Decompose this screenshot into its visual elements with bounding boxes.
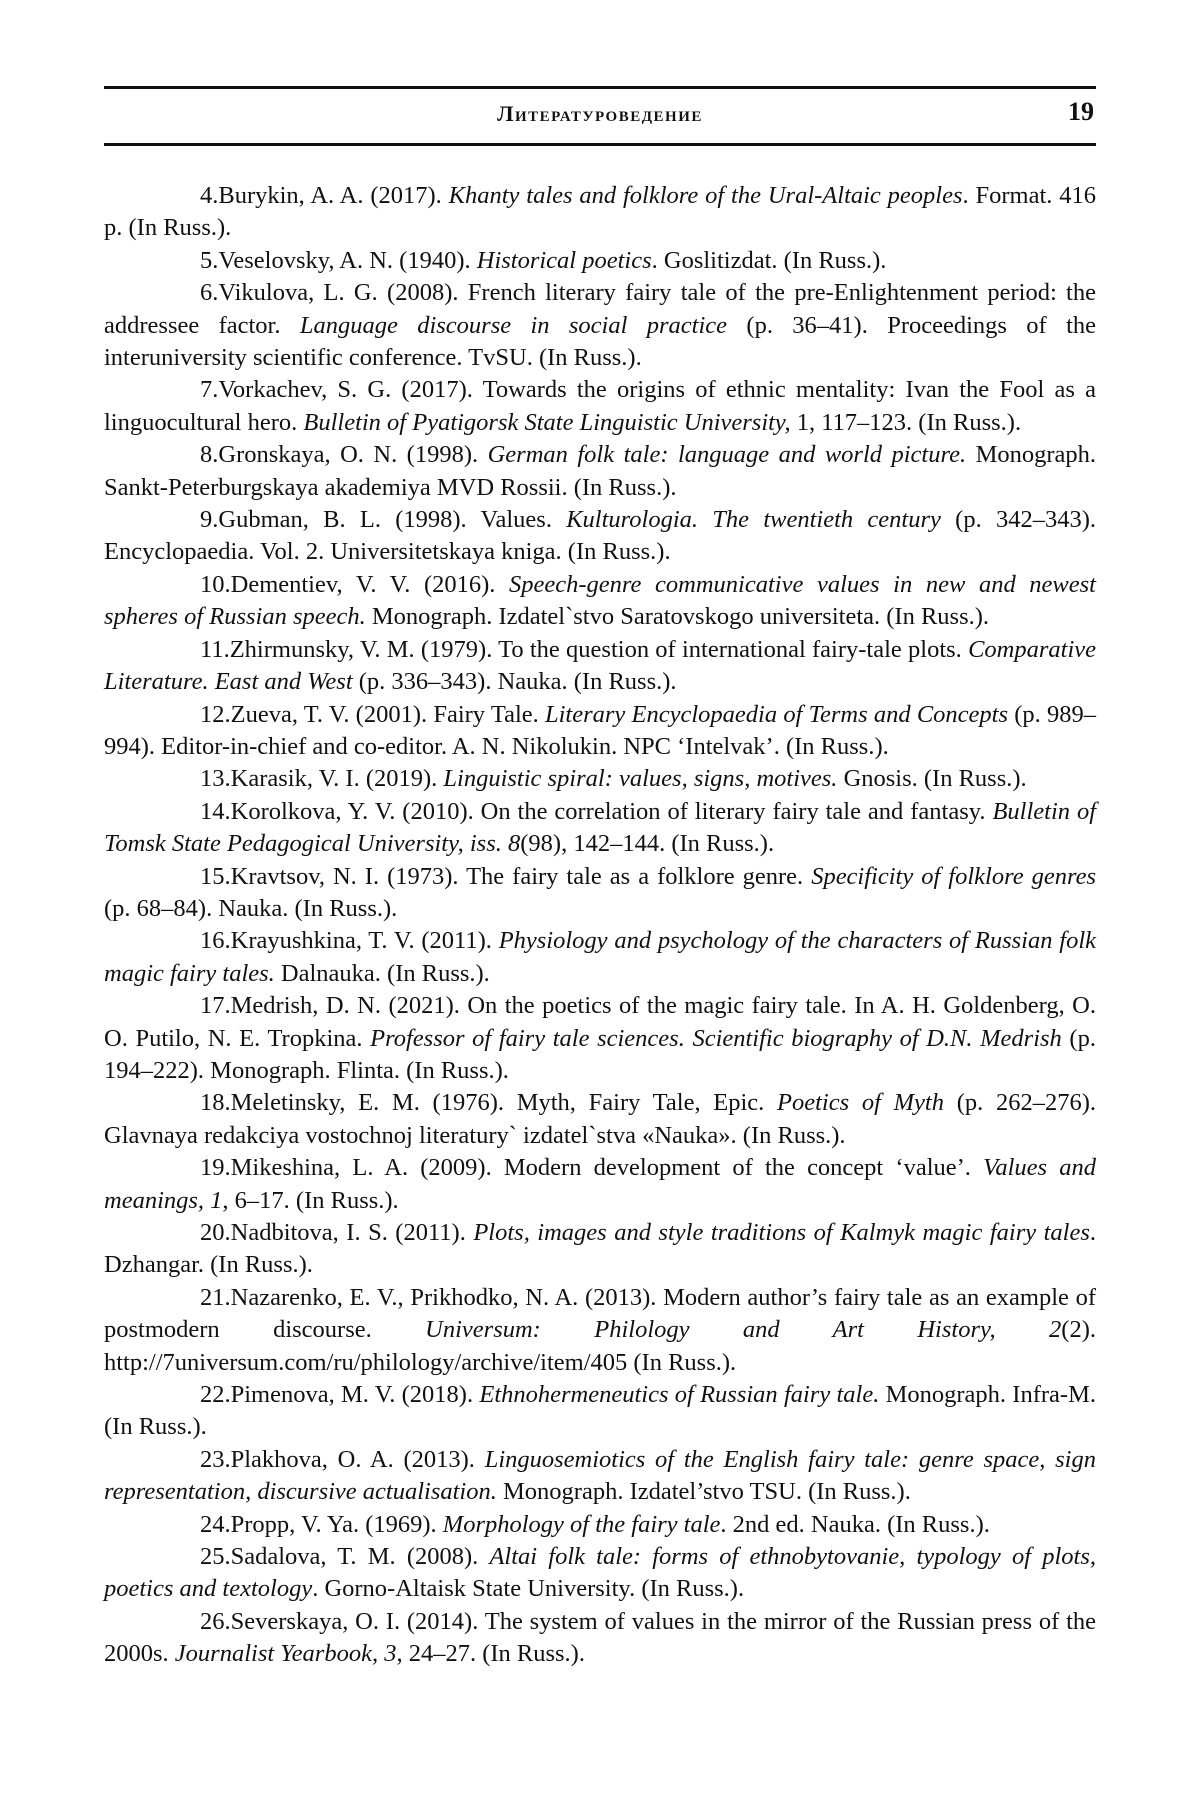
reference-title: Morphology of the fairy tale bbox=[443, 1511, 721, 1538]
reference-item bbox=[104, 796, 1096, 861]
reference-item bbox=[104, 699, 1096, 764]
reference-details: . Goslitizdat. (In Russ.). bbox=[652, 247, 887, 274]
reference-text: Plakhova, O. A. (2013). bbox=[231, 1446, 485, 1473]
reference-number: 13. bbox=[152, 763, 231, 795]
reference-title: German folk tale: language and world picture. bbox=[488, 441, 966, 468]
reference-item bbox=[104, 1541, 1096, 1606]
reference-title: Professor of fairy tale sciences. Scientific biography of D.N. Medrish bbox=[370, 1025, 1062, 1052]
reference-text: Korolkova, Y. V. (2010). On the correlation of literary fairy tale and fantasy. bbox=[231, 798, 993, 825]
reference-item bbox=[104, 861, 1096, 926]
reference-item bbox=[104, 1217, 1096, 1282]
reference-details: . Dzhangar. (In Russ.). bbox=[104, 1219, 1096, 1278]
reference-text: Severskaya, O. I. (2014). The system of values in the mirror of the Russian press of the 2000s. bbox=[104, 1608, 1096, 1667]
reference-details: (98), 142–144. (In Russ.). bbox=[520, 830, 774, 857]
reference-text: Meletinsky, E. M. (1976). Myth, Fairy Tale, Epic. bbox=[231, 1089, 777, 1116]
reference-details: , 24–27. (In Russ.). bbox=[396, 1640, 585, 1667]
reference-text: Zhirmunsky, V. M. (1979). To the question of international fairy-tale plots. bbox=[230, 636, 968, 663]
reference-number: 7. bbox=[152, 374, 218, 406]
reference-details: Monograph. Infra-M. (In Russ.). bbox=[104, 1381, 1096, 1440]
reference-number: 20. bbox=[152, 1217, 231, 1249]
reference-text: Sadalova, T. M. (2008). bbox=[231, 1543, 490, 1570]
reference-item bbox=[104, 374, 1096, 439]
reference-number: 12. bbox=[152, 699, 231, 731]
reference-number: 19. bbox=[152, 1152, 231, 1184]
header-bottom-rule bbox=[104, 143, 1096, 146]
reference-text: Dementiev, V. V. (2016). bbox=[231, 571, 509, 598]
running-head bbox=[104, 89, 1096, 143]
reference-text: Gubman, B. L. (1998). Values. bbox=[218, 506, 566, 533]
reference-number: 21. bbox=[152, 1282, 231, 1314]
reference-title: Poetics of Myth bbox=[777, 1089, 944, 1116]
reference-title: Language discourse in social practice bbox=[300, 312, 727, 339]
reference-number: 10. bbox=[152, 569, 231, 601]
reference-title: Journalist Yearbook, 3 bbox=[175, 1640, 397, 1667]
reference-title: Comparative Literature. East and West bbox=[104, 636, 1096, 695]
reference-text: Pimenova, M. V. (2018). bbox=[231, 1381, 480, 1408]
reference-item bbox=[104, 1282, 1096, 1379]
reference-number: 17. bbox=[152, 990, 231, 1022]
reference-number: 11. bbox=[152, 634, 230, 666]
reference-number: 16. bbox=[152, 925, 231, 957]
reference-details: (2). http://7universum.com/ru/philology/archive/item/405 (In Russ.). bbox=[104, 1316, 1096, 1375]
reference-item bbox=[104, 1606, 1096, 1671]
reference-title: Bulletin of Pyatigorsk State Linguistic University, bbox=[303, 409, 790, 436]
reference-item bbox=[104, 569, 1096, 634]
reference-details: Monograph. Sankt-Peterburgskaya akademiya MVD Rossii. (In Russ.). bbox=[104, 441, 1096, 500]
reference-text: Nadbitova, I. S. (2011). bbox=[231, 1219, 474, 1246]
reference-item bbox=[104, 1379, 1096, 1444]
reference-text: Mikeshina, L. A. (2009). Modern development of the concept ‘value’. bbox=[231, 1154, 983, 1181]
reference-number: 25. bbox=[152, 1541, 231, 1573]
reference-item bbox=[104, 439, 1096, 504]
reference-title: Literary Encyclopaedia of Terms and Concepts bbox=[545, 701, 1008, 728]
reference-text: Veselovsky, A. N. (1940). bbox=[218, 247, 476, 274]
reference-item bbox=[104, 925, 1096, 990]
reference-title: Values and meanings, 1 bbox=[104, 1154, 1096, 1213]
reference-number: 5. bbox=[152, 245, 218, 277]
reference-text: Medrish, D. N. (2021). On the poetics of the magic fairy tale. In A. H. Goldenberg, O. O. Putilo, N. E. Tropkina. bbox=[104, 992, 1096, 1051]
reference-item bbox=[104, 634, 1096, 699]
reference-item bbox=[104, 180, 1096, 245]
reference-title: Ethnohermeneutics of Russian fairy tale. bbox=[479, 1381, 879, 1408]
reference-title: Kulturologia. The twentieth century bbox=[566, 506, 941, 533]
reference-number: 15. bbox=[152, 861, 231, 893]
reference-number: 14. bbox=[152, 796, 231, 828]
reference-item bbox=[104, 277, 1096, 374]
reference-title: Linguosemiotics of the English fairy tale: genre space, sign representation, discursive actualisation. bbox=[104, 1446, 1096, 1505]
reference-details: Dalnauka. (In Russ.). bbox=[275, 960, 490, 987]
reference-number: 23. bbox=[152, 1444, 231, 1476]
reference-item bbox=[104, 245, 1096, 277]
reference-number: 26. bbox=[152, 1606, 231, 1638]
reference-text: Kravtsov, N. I. (1973). The fairy tale as a folklore genre. bbox=[231, 863, 812, 890]
reference-number: 4. bbox=[152, 180, 218, 212]
reference-title: Physiology and psychology of the characters of Russian folk magic fairy tales. bbox=[104, 927, 1096, 986]
reference-title: Specificity of folklore genres bbox=[811, 863, 1096, 890]
page-number: 19 bbox=[1068, 97, 1094, 127]
reference-text: Nazarenko, E. V., Prikhodko, N. A. (2013). Modern author’s fairy tale as an example of postmodern discourse. bbox=[104, 1284, 1096, 1343]
reference-item bbox=[104, 504, 1096, 569]
reference-number: 24. bbox=[152, 1509, 231, 1541]
reference-details: Monograph. Izdatel’stvo TSU. (In Russ.). bbox=[497, 1478, 911, 1505]
reference-details: , 6–17. (In Russ.). bbox=[222, 1187, 398, 1214]
reference-title: Plots, images and style traditions of Kalmyk magic fairy tales bbox=[473, 1219, 1090, 1246]
reference-details: . Gorno-Altaisk State University. (In Russ.). bbox=[312, 1575, 744, 1602]
reference-title: Historical poetics bbox=[477, 247, 652, 274]
reference-number: 6. bbox=[152, 277, 218, 309]
reference-details: (p. 336–343). Nauka. (In Russ.). bbox=[353, 668, 677, 695]
reference-details: Gnosis. (In Russ.). bbox=[837, 765, 1026, 792]
reference-text: Krayushkina, T. V. (2011). bbox=[231, 927, 499, 954]
reference-item bbox=[104, 763, 1096, 795]
reference-text: Vorkachev, S. G. (2017). Towards the origins of ethnic mentality: Ivan the Fool as a linguocultural hero. bbox=[104, 376, 1096, 435]
reference-text: Burykin, A. A. (2017). bbox=[218, 182, 448, 209]
reference-number: 18. bbox=[152, 1087, 231, 1119]
reference-title: Altai folk tale: forms of ethnobytovanie, typology of plots, poetics and textology bbox=[104, 1543, 1096, 1602]
reference-number: 22. bbox=[152, 1379, 231, 1411]
reference-details: (p. 36–41). Proceedings of the interuniversity scientific conference. TvSU. (In Russ.). bbox=[104, 312, 1096, 371]
reference-item bbox=[104, 990, 1096, 1087]
reference-text: Gronskaya, O. N. (1998). bbox=[218, 441, 487, 468]
reference-details: (p. 68–84). Nauka. (In Russ.). bbox=[104, 895, 397, 922]
reference-item bbox=[104, 1152, 1096, 1217]
reference-list bbox=[104, 180, 1096, 1671]
reference-title: Universum: Philology and Art History, 2 bbox=[425, 1316, 1061, 1343]
reference-details: Monograph. Izdatel`stvo Saratovskogo universiteta. (In Russ.). bbox=[366, 603, 989, 630]
reference-text: Karasik, V. I. (2019). bbox=[231, 765, 444, 792]
reference-item bbox=[104, 1087, 1096, 1152]
reference-text: Zueva, T. V. (2001). Fairy Tale. bbox=[231, 701, 545, 728]
reference-item bbox=[104, 1444, 1096, 1509]
reference-title: Speech-genre communicative values in new and newest spheres of Russian speech. bbox=[104, 571, 1096, 630]
reference-number: 8. bbox=[152, 439, 218, 471]
reference-title: Khanty tales and folklore of the Ural-Altaic peoples bbox=[449, 182, 963, 209]
reference-text: Propp, V. Ya. (1969). bbox=[231, 1511, 443, 1538]
reference-details: (p. 194–222). Monograph. Flinta. (In Russ.). bbox=[104, 1025, 1096, 1084]
reference-details: (p. 342–343). Encyclopaedia. Vol. 2. Universitetskaya kniga. (In Russ.). bbox=[104, 506, 1096, 565]
reference-details: . Format. 416 p. (In Russ.). bbox=[104, 182, 1096, 241]
page bbox=[104, 86, 1096, 1671]
reference-title: Bulletin of Tomsk State Pedagogical University, iss. 8 bbox=[104, 798, 1096, 857]
reference-details: (p. 989–994). Editor-in-chief and co-editor. A. N. Nikolukin. NPC ‘Intelvak’. (In Russ.). bbox=[104, 701, 1096, 760]
reference-text: Vikulova, L. G. (2008). French literary fairy tale of the pre-Enlightenment period: the addressee factor. bbox=[104, 279, 1096, 338]
reference-number: 9. bbox=[152, 504, 218, 536]
reference-title: Linguistic spiral: values, signs, motives. bbox=[443, 765, 837, 792]
reference-details: 1, 117–123. (In Russ.). bbox=[791, 409, 1021, 436]
reference-details: . 2nd ed. Nauka. (In Russ.). bbox=[720, 1511, 989, 1538]
section-title: Литературоведение bbox=[104, 101, 1096, 127]
reference-details: (p. 262–276). Glavnaya redakciya vostochnoj literatury` izdatel`stva «Nauka». (In Russ.). bbox=[104, 1089, 1096, 1148]
reference-item bbox=[104, 1509, 1096, 1541]
